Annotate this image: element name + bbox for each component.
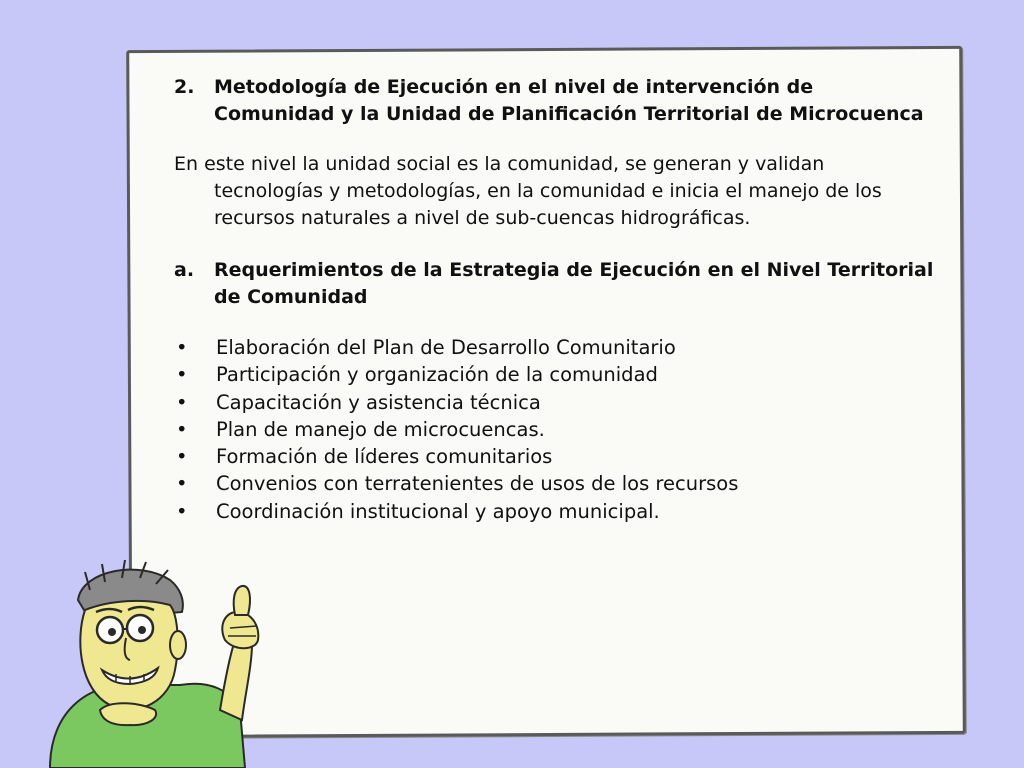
list-item-text: Elaboración del Plan de Desarrollo Comunitario bbox=[216, 336, 676, 359]
subsection-letter: a. bbox=[174, 259, 195, 281]
section-number: 2. bbox=[174, 76, 195, 98]
list-item bbox=[174, 334, 934, 361]
bullet-icon: • bbox=[176, 363, 188, 387]
intro-paragraph: En este nivel la unidad social es la comunidad, se generan y validan tecnologías y metodologías, en la comunidad e inicia el manejo de los recursos naturales a nivel de sub-cuencas hidrográficas. bbox=[174, 153, 882, 229]
list-item-text: Capacitación y asistencia técnica bbox=[216, 390, 541, 414]
bullet-icon: • bbox=[176, 390, 188, 414]
bullet-icon: • bbox=[176, 417, 188, 441]
cartoon-man-pointing-icon bbox=[30, 560, 290, 768]
list-item bbox=[174, 389, 934, 416]
bullet-icon: • bbox=[176, 472, 188, 496]
list-item-text: Plan de manejo de microcuencas. bbox=[216, 417, 545, 441]
section-heading bbox=[174, 74, 934, 128]
list-item bbox=[174, 443, 934, 470]
list-item-text: Participación y organización de la comunidad bbox=[216, 363, 658, 387]
requirements-list bbox=[174, 334, 934, 525]
list-item bbox=[174, 416, 934, 443]
list-item-text: Formación de líderes comunitarios bbox=[216, 445, 553, 469]
subsection-heading bbox=[174, 257, 934, 311]
section-title: Metodología de Ejecución en el nivel de intervención de Comunidad y la Unidad de Planificación Territorial de Microcuenca bbox=[214, 76, 924, 125]
list-item bbox=[174, 361, 934, 388]
content-area bbox=[174, 74, 934, 525]
list-item bbox=[174, 498, 934, 525]
bullet-icon: • bbox=[176, 445, 188, 469]
list-item-text: Coordinación institucional y apoyo municipal. bbox=[216, 499, 660, 523]
list-item bbox=[174, 470, 934, 497]
bullet-icon: • bbox=[176, 499, 188, 523]
list-item-text: Convenios con terratenientes de usos de los recursos bbox=[216, 472, 739, 496]
subsection-title: Requerimientos de la Estrategia de Ejecución en el Nivel Territorial de Comunidad bbox=[214, 259, 934, 308]
bullet-icon: • bbox=[176, 336, 188, 359]
